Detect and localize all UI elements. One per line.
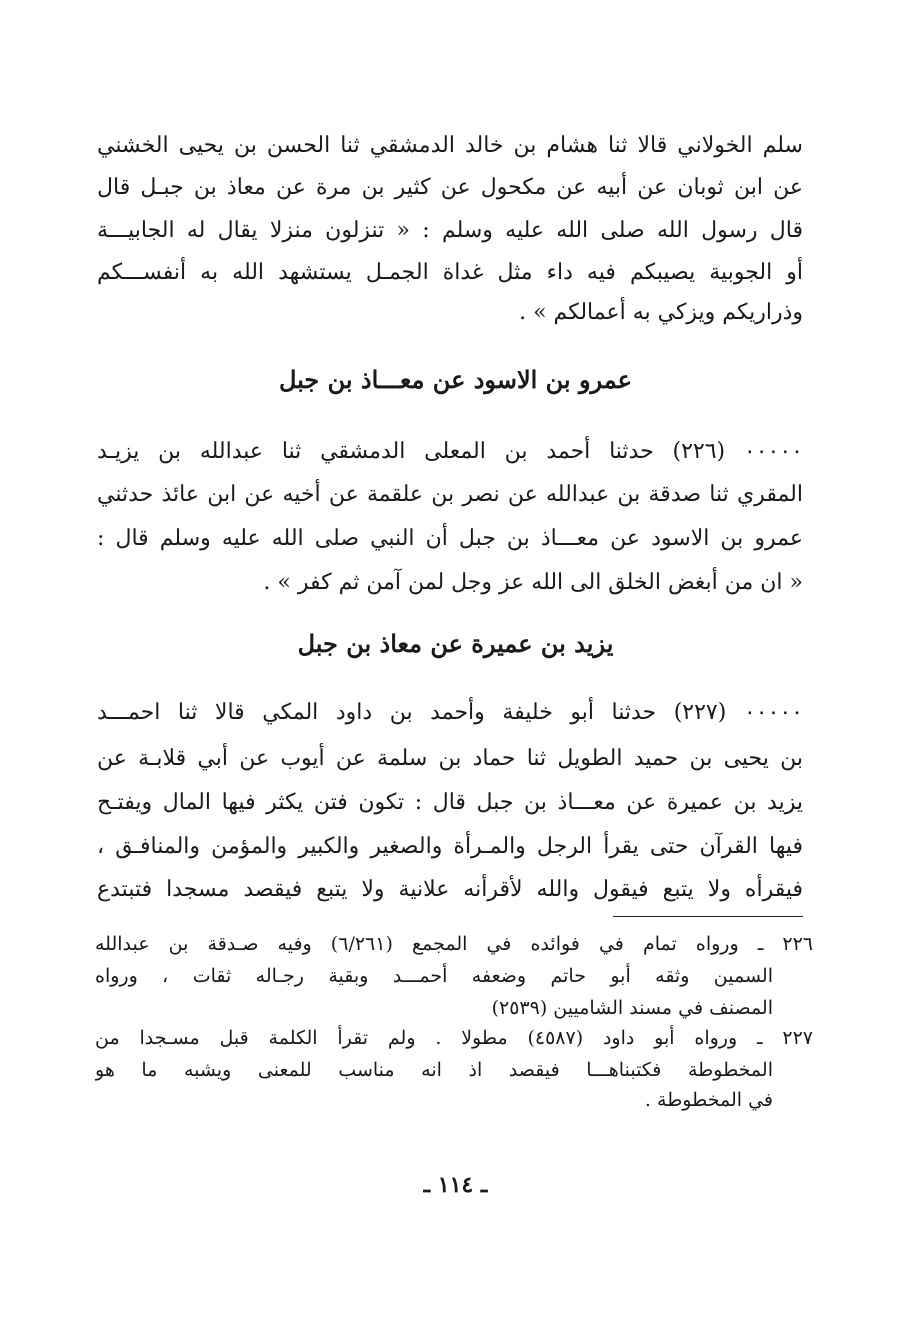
text-line: المقري ثنا صدقة بن عبدالله عن نصر بن علقمة عن أخيه عن ابن عائذ حدثني bbox=[97, 482, 803, 507]
text-line: فيقرأه ولا يتبع فيقول والله لأقرأنه علانية ولا يتبع فيقصد مسجدا فتبتدع bbox=[97, 877, 803, 902]
text-line: أو الجوبية يصيبكم فيه داء مثل غداة الجمـل يستشهد الله به أنفســـكم bbox=[97, 260, 803, 285]
footnote-line: المخطوطة فكتبناهـــا فيقصد اذ انه مناسب للمعنى ويشبه ما هو bbox=[95, 1059, 773, 1081]
text-line: عن ابن ثوبان عن أبيه عن مكحول عن كثير بن مرة عن معاذ بن جبـل قال bbox=[97, 175, 803, 200]
text-line: ٠٠٠٠٠ (٢٢٦) حدثنا أحمد بن المعلى الدمشقي ثنا عبدالله بن يزيـد bbox=[97, 439, 803, 464]
text-line: عمرو بن الاسود عن معـــاذ بن جبل أن النبي صلى الله عليه وسلم قال : bbox=[97, 526, 803, 551]
footnote-line: المصنف في مسند الشاميين (٢٥٣٩) bbox=[491, 997, 773, 1019]
text-line: يزيد بن عميرة عن معـــاذ بن جبل قال : تكون فتن يكثر فيها المال ويفتـح bbox=[97, 790, 803, 815]
section-heading: يزيد بن عميرة عن معاذ بن جبل bbox=[297, 629, 614, 658]
text-line: « ان من أبغض الخلق الى الله عز وجل لمن آمن ثم كفر » . bbox=[263, 570, 803, 595]
footnote-line: ٢٢٦ ـ ورواه تمام في فوائده في المجمع (٦/٢٦١) وفيه صـدقة بن عبدالله bbox=[95, 933, 813, 955]
footnote-line: في المخطوطة . bbox=[644, 1089, 773, 1111]
section-heading: عمرو بن الاسود عن معـــاذ بن جبل bbox=[279, 365, 632, 394]
footnote-line: ٢٢٧ ـ ورواه أبو داود (٤٥٨٧) مطولا . ولم تقرأ الكلمة قبل مسـجدا من bbox=[95, 1027, 813, 1049]
footnote-line: السمين وثقه أبو حاتم وضعفه أحمـــد وبقية رجـاله ثقات ، ورواه bbox=[95, 965, 773, 987]
text-line: فيها القرآن حتى يقرأ الرجل والمـرأة والصغير والكبير والمؤمن والمنافـق ، bbox=[97, 834, 803, 859]
footnote-separator bbox=[613, 916, 803, 917]
text-line: سلم الخولاني قالا ثنا هشام بن خالد الدمشقي ثنا الحسن بن يحيى الخشني bbox=[97, 133, 803, 158]
text-line: قال رسول الله صلى الله عليه وسلم : « تنزلون منزلا يقال له الجابيـــة bbox=[97, 218, 803, 243]
text-line: بن يحيى بن حميد الطويل ثنا حماد بن سلمة عن أيوب عن أبي قلابـة عن bbox=[97, 746, 803, 771]
page-number: ـ ١١٤ ـ bbox=[423, 1172, 488, 1198]
text-line: وذراريكم ويزكي به أعمالكم » . bbox=[519, 300, 803, 325]
text-line: ٠٠٠٠٠ (٢٢٧) حدثنا أبو خليفة وأحمد بن داود المكي قالا ثنا احمـــد bbox=[97, 700, 803, 725]
